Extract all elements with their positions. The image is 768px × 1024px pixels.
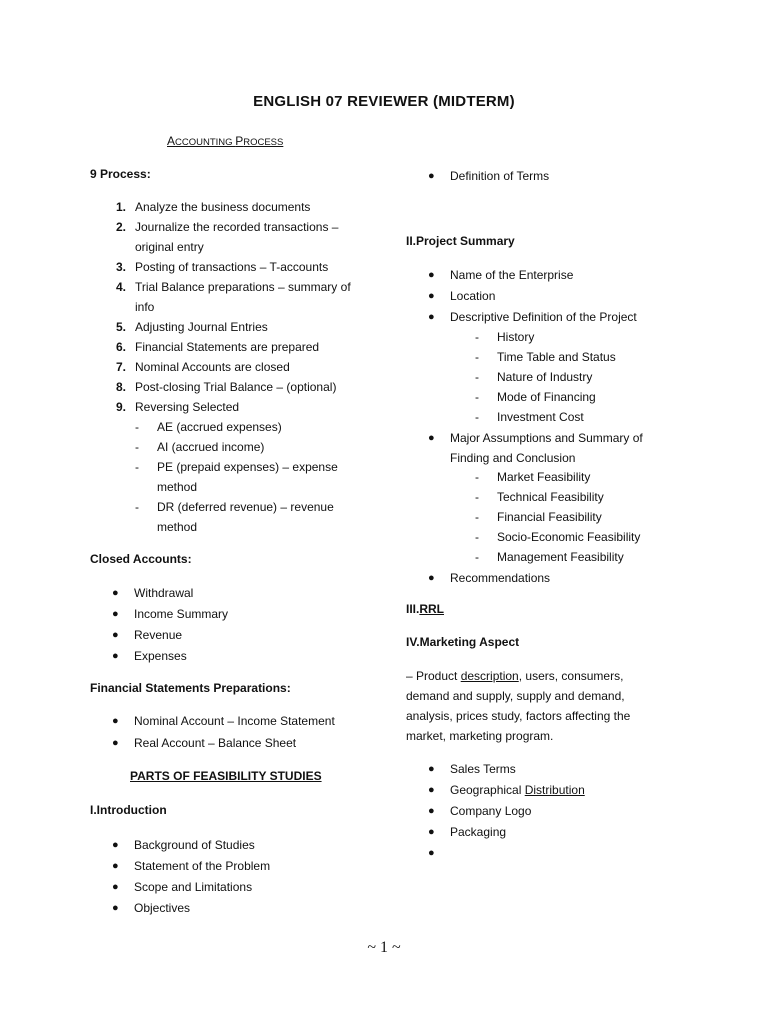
bullet-icon: ● (428, 805, 435, 817)
list-item-text: DR (deferred revenue) – revenue method (157, 500, 334, 534)
paragraph-underlined: description (460, 669, 519, 683)
step-text: Post-closing Trial Balance – (optional) (135, 380, 337, 394)
list-item-text: Nominal Account – Income Statement (134, 714, 335, 728)
dash-marker: - (475, 490, 479, 504)
financial-statements-label: Financial Statements Preparations: (90, 681, 291, 695)
introduction-label: I.Introduction (90, 803, 167, 817)
bullet-icon: ● (428, 826, 435, 838)
step-text: Financial Statements are prepared (135, 340, 320, 354)
bullet-icon: ● (428, 763, 435, 775)
list-item-text: Technical Feasibility (497, 490, 604, 504)
dash-marker: - (475, 550, 479, 564)
dash-marker: - (475, 390, 479, 404)
list-item-text: Mode of Financing (497, 390, 596, 404)
bullet-icon: ● (112, 737, 119, 749)
paragraph-text: – Product (406, 669, 461, 683)
step-number: 7. (115, 360, 126, 374)
rrl-label (406, 602, 444, 616)
list-item-text: PE (prepaid expenses) – expense method (157, 460, 338, 494)
dash-marker: - (475, 350, 479, 364)
list-item-text: Scope and Limitations (134, 880, 253, 894)
heading-part: ROCESS (243, 137, 284, 148)
step-text: Journalize the recorded transactions – original entry (135, 220, 339, 254)
step-text: Reversing Selected (135, 400, 240, 414)
list-item-text: Packaging (450, 825, 507, 839)
feasibility-heading: PARTS OF FEASIBILITY STUDIES (130, 769, 322, 783)
list-item-text: Revenue (134, 628, 183, 642)
step-number: 1. (115, 200, 126, 214)
heading-letter: P (235, 134, 244, 148)
list-item-text: Investment Cost (497, 410, 584, 424)
step-text: Posting of transactions – T-accounts (135, 260, 329, 274)
step-number: 2. (115, 220, 126, 234)
list-item-text: Expenses (134, 649, 187, 663)
list-item-text: Statement of the Problem (134, 859, 271, 873)
bullet-icon: ● (112, 629, 119, 641)
step-number: 8. (115, 380, 126, 394)
list-item-text: Company Logo (450, 804, 532, 818)
accounting-process-heading (167, 134, 283, 148)
step-number: 3. (115, 260, 126, 274)
dash-marker: - (135, 460, 139, 474)
project-summary-label: II.Project Summary (406, 234, 515, 248)
list-item-text: Socio-Economic Feasibility (497, 530, 641, 544)
list-item-text: AE (accrued expenses) (157, 420, 282, 434)
step-number: 9. (115, 400, 126, 414)
step-text: Analyze the business documents (135, 200, 311, 214)
list-item-text: Withdrawal (134, 586, 194, 600)
bullet-icon: ● (112, 860, 119, 872)
process-label: 9 Process: (90, 167, 151, 181)
list-item-text: Name of the Enterprise (450, 268, 574, 282)
heading-part: CCOUNTING (175, 137, 236, 148)
bullet-icon: ● (428, 170, 435, 182)
bullet-icon: ● (428, 269, 435, 281)
list-item-text (450, 780, 690, 800)
dash-marker: - (475, 470, 479, 484)
bullet-icon: ● (428, 847, 435, 859)
geo-underlined: Distribution (524, 783, 585, 797)
list-item-text: AI (accrued income) (157, 440, 265, 454)
list-item-text: Objectives (134, 901, 191, 915)
dash-marker: - (135, 420, 139, 434)
list-item-text: Nature of Industry (497, 370, 593, 384)
bullet-icon: ● (112, 608, 119, 620)
bullet-icon: ● (112, 839, 119, 851)
list-item-text: Location (450, 289, 496, 303)
bullet-icon: ● (112, 902, 119, 914)
list-item-text: Financial Feasibility (497, 510, 602, 524)
list-item-text: Income Summary (134, 607, 229, 621)
bullet-icon: ● (428, 432, 435, 444)
list-item-text: Background of Studies (134, 838, 255, 852)
marketing-paragraph (406, 666, 656, 746)
dash-marker: - (135, 500, 139, 514)
dash-marker: - (475, 530, 479, 544)
bullet-icon: ● (112, 650, 119, 662)
list-item-text: Time Table and Status (497, 350, 616, 364)
list-item-text: Descriptive Definition of the Project (450, 310, 637, 324)
step-text: Nominal Accounts are closed (135, 360, 290, 374)
dash-marker: - (475, 510, 479, 524)
step-text: Adjusting Journal Entries (135, 320, 268, 334)
list-item-text: History (497, 330, 535, 344)
step-number: 6. (115, 340, 126, 354)
closed-accounts-label: Closed Accounts: (90, 552, 192, 566)
list-item-text: Management Feasibility (497, 550, 624, 564)
step-number: 5. (115, 320, 126, 334)
dash-marker: - (475, 330, 479, 344)
heading-letter: A (167, 134, 176, 148)
bullet-icon: ● (112, 881, 119, 893)
list-item-text: Sales Terms (450, 762, 516, 776)
paragraph-text: , users, consumers, demand and supply, supply and demand, analysis, prices study, factors affecting the market, marketing program. (406, 669, 631, 743)
page-number: ~ 1 ~ (367, 939, 401, 956)
bullet-icon: ● (428, 311, 435, 323)
list-item-text: Real Account – Balance Sheet (134, 736, 297, 750)
dash-marker: - (135, 440, 139, 454)
rrl-prefix: III. (406, 602, 420, 616)
step-number: 4. (115, 280, 126, 294)
list-item-text: Definition of Terms (450, 169, 550, 183)
bullet-icon: ● (428, 572, 435, 584)
document-title: ENGLISH 07 REVIEWER (MIDTERM) (253, 93, 515, 110)
step-text: Trial Balance preparations – summary of info (135, 280, 351, 314)
bullet-icon: ● (112, 715, 119, 727)
bullet-icon: ● (428, 784, 435, 796)
dash-marker: - (475, 410, 479, 424)
rrl-text: RRL (419, 602, 445, 616)
geo-prefix: Geographical (450, 783, 525, 797)
bullet-icon: ● (112, 587, 119, 599)
dash-marker: - (475, 370, 479, 384)
list-item-text: Recommendations (450, 571, 551, 585)
bullet-icon: ● (428, 290, 435, 302)
marketing-aspect-label: IV.Marketing Aspect (406, 635, 520, 649)
list-item-text: Market Feasibility (497, 470, 591, 484)
list-item-text: Major Assumptions and Summary of Finding and Conclusion (450, 431, 643, 465)
